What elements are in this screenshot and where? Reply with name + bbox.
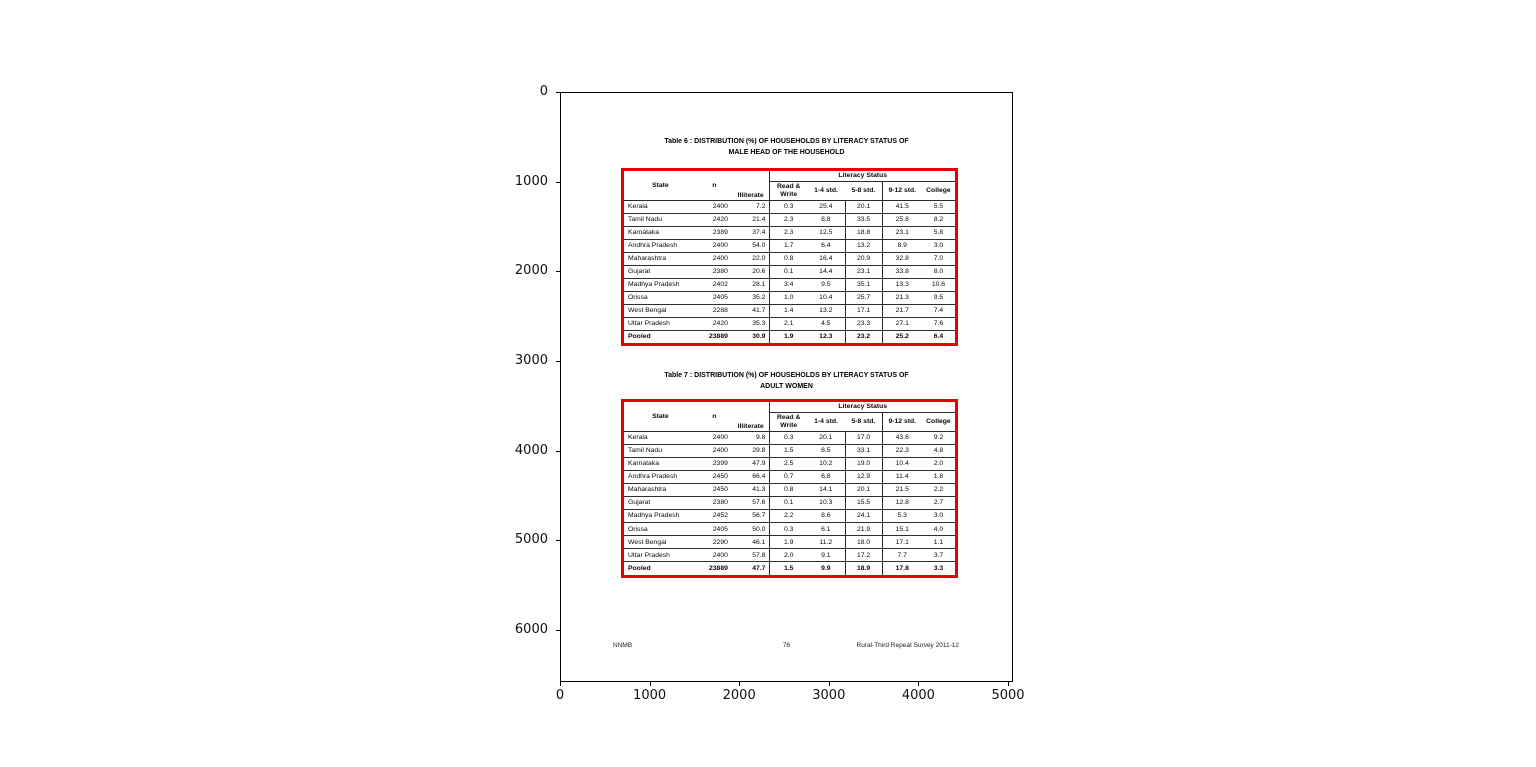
x-tick-mark bbox=[560, 682, 561, 686]
table6 bbox=[621, 168, 958, 346]
table-row-pooled bbox=[624, 562, 955, 575]
table-cell: 2405 bbox=[697, 523, 732, 536]
table-cell: 1.9 bbox=[770, 330, 807, 343]
table-cell: 2400 bbox=[697, 252, 732, 265]
table-cell: 19.0 bbox=[845, 457, 882, 470]
table-cell: 11.2 bbox=[807, 536, 845, 549]
table-cell: 2400 bbox=[697, 431, 732, 444]
table-cell: 14.4 bbox=[807, 265, 845, 278]
table-cell: Andhra Pradesh bbox=[624, 239, 697, 252]
table-cell: 41.7 bbox=[732, 304, 770, 317]
table-cell: 2420 bbox=[697, 317, 732, 330]
table-cell: Andhra Pradesh bbox=[624, 470, 697, 483]
table-cell: 2405 bbox=[697, 291, 732, 304]
col-header-college: College bbox=[922, 181, 955, 200]
table-cell: 17.0 bbox=[845, 431, 882, 444]
x-tick-mark bbox=[829, 682, 830, 686]
table-row bbox=[624, 317, 955, 330]
table-cell: 2.2 bbox=[922, 483, 955, 496]
table-cell: Uttar Pradesh bbox=[624, 317, 697, 330]
x-tick-label: 2000 bbox=[722, 688, 756, 703]
table7-title-line2: ADULT WOMEN bbox=[760, 383, 813, 390]
table-cell: Kerala bbox=[624, 431, 697, 444]
table-row bbox=[624, 265, 955, 278]
table-cell: 2420 bbox=[697, 213, 732, 226]
table-cell: 8.5 bbox=[807, 444, 845, 457]
table-row bbox=[624, 444, 955, 457]
table-row bbox=[624, 213, 955, 226]
y-tick-mark bbox=[556, 451, 560, 452]
table-cell: 0.7 bbox=[770, 470, 807, 483]
table-cell: 35.3 bbox=[732, 317, 770, 330]
table-cell: 2.3 bbox=[770, 226, 807, 239]
table-cell: 22.3 bbox=[882, 444, 922, 457]
table-row bbox=[624, 239, 955, 252]
table-cell: 3.0 bbox=[922, 509, 955, 522]
table-cell: Tamil Nadu bbox=[624, 444, 697, 457]
table-cell: 7.6 bbox=[922, 317, 955, 330]
y-tick-mark bbox=[556, 92, 560, 93]
table-cell: 23.1 bbox=[882, 226, 922, 239]
table-cell: 9.9 bbox=[807, 562, 845, 575]
table7-title bbox=[561, 370, 1012, 392]
table-cell: 56.7 bbox=[732, 509, 770, 522]
table-cell: 21.3 bbox=[882, 291, 922, 304]
table-cell: 2450 bbox=[697, 470, 732, 483]
table-cell: 25.8 bbox=[882, 213, 922, 226]
table-cell: West Bengal bbox=[624, 536, 697, 549]
table-cell: 47.7 bbox=[732, 562, 770, 575]
table-cell: 1.4 bbox=[770, 304, 807, 317]
table-row-pooled bbox=[624, 330, 955, 343]
table-cell: 10.3 bbox=[807, 496, 845, 509]
table-cell: 17.8 bbox=[882, 562, 922, 575]
table-cell: 0.3 bbox=[770, 200, 807, 213]
table-cell: 2.0 bbox=[770, 549, 807, 562]
table-cell: 1.8 bbox=[922, 470, 955, 483]
table-cell: 12.3 bbox=[807, 330, 845, 343]
table-row bbox=[624, 252, 955, 265]
table-row bbox=[624, 226, 955, 239]
table-cell: 27.1 bbox=[882, 317, 922, 330]
x-tick-mark bbox=[739, 682, 740, 686]
table-cell: 23889 bbox=[697, 562, 732, 575]
table-cell: 2.1 bbox=[770, 317, 807, 330]
col-header-9-12-std: 9-12 std. bbox=[882, 181, 922, 200]
table-cell: 6.4 bbox=[807, 239, 845, 252]
table-cell: 47.9 bbox=[732, 457, 770, 470]
table-cell: 37.4 bbox=[732, 226, 770, 239]
table-cell: 2.3 bbox=[770, 213, 807, 226]
table-cell: 0.1 bbox=[770, 496, 807, 509]
table-cell: 7.2 bbox=[732, 200, 770, 213]
table-cell: 5.5 bbox=[922, 200, 955, 213]
table-cell: 54.0 bbox=[732, 239, 770, 252]
table-cell: 4.5 bbox=[807, 317, 845, 330]
x-tick-label: 3000 bbox=[812, 688, 846, 703]
table-cell: Madhya Pradesh bbox=[624, 509, 697, 522]
table-cell: Tamil Nadu bbox=[624, 213, 697, 226]
y-tick-label: 4000 bbox=[514, 442, 548, 458]
table-cell: 8.6 bbox=[807, 509, 845, 522]
table-cell: 33.8 bbox=[882, 265, 922, 278]
table6-title-line2: MALE HEAD OF THE HOUSEHOLD bbox=[728, 149, 845, 156]
table-cell: 17.1 bbox=[845, 304, 882, 317]
y-tick-label: 0 bbox=[539, 84, 548, 99]
table-cell: 17.2 bbox=[845, 549, 882, 562]
x-tick-label: 4000 bbox=[901, 688, 935, 703]
col-header-5-8-std: 5-8 std. bbox=[845, 412, 882, 431]
table-cell: 9.5 bbox=[922, 291, 955, 304]
table-cell: 0.3 bbox=[770, 431, 807, 444]
table-cell: 46.1 bbox=[732, 536, 770, 549]
x-tick-mark bbox=[650, 682, 651, 686]
col-header-illiterate: Illiterate bbox=[732, 402, 770, 431]
table-cell: 2389 bbox=[697, 226, 732, 239]
table-cell: Pooled bbox=[624, 562, 697, 575]
table-cell: 12.5 bbox=[807, 226, 845, 239]
table-cell: Madhya Pradesh bbox=[624, 278, 697, 291]
table-cell: 9.5 bbox=[807, 278, 845, 291]
table-cell: 2399 bbox=[697, 457, 732, 470]
table-row bbox=[624, 549, 955, 562]
table-cell: 2450 bbox=[697, 483, 732, 496]
table-cell: 7.7 bbox=[882, 549, 922, 562]
table-cell: 6.4 bbox=[922, 330, 955, 343]
footer-report-name: NNMB bbox=[613, 642, 633, 649]
col-header-1-4-std: 1-4 std. bbox=[807, 181, 845, 200]
table-cell: 20.1 bbox=[845, 200, 882, 213]
table-cell: 16.4 bbox=[807, 252, 845, 265]
col-header-1-4-std: 1-4 std. bbox=[807, 412, 845, 431]
table-cell: 2380 bbox=[697, 496, 732, 509]
y-tick-mark bbox=[556, 182, 560, 183]
table-cell: 43.6 bbox=[882, 431, 922, 444]
table-cell: 1.5 bbox=[770, 562, 807, 575]
col-header-college: College bbox=[922, 412, 955, 431]
table-cell: Maharashtra bbox=[624, 483, 697, 496]
table-cell: 12.8 bbox=[882, 496, 922, 509]
table-cell: 2.7 bbox=[922, 496, 955, 509]
table-cell: 10.2 bbox=[807, 457, 845, 470]
y-tick-mark bbox=[556, 540, 560, 541]
table-cell: 2400 bbox=[697, 200, 732, 213]
footer-page-number: 76 bbox=[782, 642, 791, 649]
table-cell: 13.2 bbox=[807, 304, 845, 317]
table-cell: 9.1 bbox=[807, 549, 845, 562]
col-header-5-8-std: 5-8 std. bbox=[845, 181, 882, 200]
table-cell: 32.8 bbox=[882, 252, 922, 265]
table-cell: 1.7 bbox=[770, 239, 807, 252]
table-cell: 8.0 bbox=[922, 265, 955, 278]
table-row bbox=[624, 457, 955, 470]
table-cell: 7.4 bbox=[922, 304, 955, 317]
table-cell: 17.1 bbox=[882, 536, 922, 549]
table-cell: Uttar Pradesh bbox=[624, 549, 697, 562]
table-cell: 1.5 bbox=[770, 444, 807, 457]
table-cell: Maharashtra bbox=[624, 252, 697, 265]
table-cell: 33.5 bbox=[845, 213, 882, 226]
col-header-state: State bbox=[624, 402, 697, 431]
y-tick-label: 6000 bbox=[514, 622, 548, 637]
table-cell: 25.4 bbox=[807, 200, 845, 213]
plot-axes bbox=[560, 92, 1013, 682]
table-cell: 23889 bbox=[697, 330, 732, 343]
table-row bbox=[624, 523, 955, 536]
table-cell: 10.4 bbox=[882, 457, 922, 470]
table-cell: 8.2 bbox=[922, 213, 955, 226]
table-cell: 21.7 bbox=[882, 304, 922, 317]
col-header-state: State bbox=[624, 171, 697, 200]
table-cell: 25.7 bbox=[845, 291, 882, 304]
table-cell: 0.3 bbox=[770, 523, 807, 536]
table-cell: 11.4 bbox=[882, 470, 922, 483]
table-cell: Pooled bbox=[624, 330, 697, 343]
table-cell: 6.8 bbox=[807, 470, 845, 483]
table-cell: 21.5 bbox=[882, 483, 922, 496]
x-tick-label: 1000 bbox=[633, 688, 667, 703]
table-cell: 2.5 bbox=[770, 457, 807, 470]
table-cell: 23.1 bbox=[845, 265, 882, 278]
table-cell: 5.3 bbox=[882, 509, 922, 522]
x-tick-label: 0 bbox=[555, 688, 565, 703]
x-tick-mark bbox=[1008, 682, 1009, 686]
table-cell: 10.4 bbox=[807, 291, 845, 304]
table7 bbox=[621, 399, 958, 578]
table-cell: 2400 bbox=[697, 444, 732, 457]
y-tick-label: 1000 bbox=[514, 173, 548, 189]
table-cell: 0.1 bbox=[770, 265, 807, 278]
table-cell: 20.6 bbox=[732, 265, 770, 278]
table-cell: 0.8 bbox=[770, 483, 807, 496]
table-cell: 3.4 bbox=[770, 278, 807, 291]
table-cell: 2288 bbox=[697, 304, 732, 317]
table-cell: 18.8 bbox=[845, 226, 882, 239]
table-cell: 2.2 bbox=[770, 509, 807, 522]
table-cell: 7.0 bbox=[922, 252, 955, 265]
table-cell: 57.6 bbox=[732, 496, 770, 509]
table-cell: 2400 bbox=[697, 549, 732, 562]
table-cell: 14.1 bbox=[807, 483, 845, 496]
table-cell: 13.3 bbox=[882, 278, 922, 291]
col-header-n: n bbox=[697, 402, 732, 431]
y-tick-mark bbox=[556, 271, 560, 272]
table-cell: 13.2 bbox=[845, 239, 882, 252]
page-footer bbox=[561, 642, 1012, 652]
footer-survey-name: Rural-Third Repeat Survey 2011-12 bbox=[856, 642, 959, 649]
table-cell: 12.9 bbox=[845, 470, 882, 483]
y-tick-label: 2000 bbox=[514, 263, 548, 279]
table-cell: 9.2 bbox=[922, 431, 955, 444]
table-cell: 20.9 bbox=[845, 252, 882, 265]
col-header-n: n bbox=[697, 171, 732, 200]
table-cell: 8.8 bbox=[807, 213, 845, 226]
table-cell: 2400 bbox=[697, 239, 732, 252]
x-tick-mark bbox=[918, 682, 919, 686]
table-cell: 1.1 bbox=[922, 536, 955, 549]
table-row bbox=[624, 470, 955, 483]
table-row bbox=[624, 304, 955, 317]
table6-title-line1: Table 6 : DISTRIBUTION (%) OF HOUSEHOLDS BY LITERACY STATUS OF bbox=[664, 138, 909, 145]
table-cell: 5.8 bbox=[922, 226, 955, 239]
x-tick-label: 5000 bbox=[991, 688, 1025, 703]
table-cell: 18.0 bbox=[845, 536, 882, 549]
table-row bbox=[624, 509, 955, 522]
table7-title-line1: Table 7 : DISTRIBUTION (%) OF HOUSEHOLDS BY LITERACY STATUS OF bbox=[664, 372, 909, 379]
table-row bbox=[624, 496, 955, 509]
table-cell: 21.9 bbox=[845, 523, 882, 536]
table-cell: 15.5 bbox=[845, 496, 882, 509]
table-cell: Orissa bbox=[624, 291, 697, 304]
table-row bbox=[624, 291, 955, 304]
table-cell: 20.1 bbox=[845, 483, 882, 496]
table-cell: 57.8 bbox=[732, 549, 770, 562]
table-cell: 2402 bbox=[697, 278, 732, 291]
table-cell: Orissa bbox=[624, 523, 697, 536]
table-cell: 0.8 bbox=[770, 252, 807, 265]
table-cell: 23.3 bbox=[845, 317, 882, 330]
table-cell: 21.4 bbox=[732, 213, 770, 226]
table6-title bbox=[561, 136, 1012, 158]
table-cell: 28.1 bbox=[732, 278, 770, 291]
table-cell: 22.0 bbox=[732, 252, 770, 265]
y-tick-mark bbox=[556, 361, 560, 362]
col-header-9-12-std: 9-12 std. bbox=[882, 412, 922, 431]
table-row bbox=[624, 483, 955, 496]
table-cell: Kerala bbox=[624, 200, 697, 213]
col-header-read-write: Read & Write bbox=[770, 412, 807, 431]
table6-grid bbox=[624, 171, 955, 343]
col-header-illiterate: Illiterate bbox=[732, 171, 770, 200]
table-cell: 35.2 bbox=[732, 291, 770, 304]
table-cell: 18.9 bbox=[845, 562, 882, 575]
table-cell: 4.0 bbox=[922, 523, 955, 536]
table-cell: 23.2 bbox=[845, 330, 882, 343]
table-cell: 66.4 bbox=[732, 470, 770, 483]
table-cell: Gujarat bbox=[624, 265, 697, 278]
table-cell: 3.0 bbox=[922, 239, 955, 252]
table-cell: 29.8 bbox=[732, 444, 770, 457]
y-tick-label: 5000 bbox=[514, 532, 548, 548]
table-cell: 30.9 bbox=[732, 330, 770, 343]
table-row bbox=[624, 278, 955, 291]
table7-grid bbox=[624, 402, 955, 575]
table-row bbox=[624, 200, 955, 213]
table-cell: 25.2 bbox=[882, 330, 922, 343]
table-cell: 15.1 bbox=[882, 523, 922, 536]
y-tick-label: 3000 bbox=[514, 353, 548, 368]
group-header-literacy-status: Literacy Status bbox=[770, 402, 955, 412]
table-row bbox=[624, 536, 955, 549]
table-cell: 2.0 bbox=[922, 457, 955, 470]
table-cell: 1.9 bbox=[770, 536, 807, 549]
y-tick-mark bbox=[556, 630, 560, 631]
col-header-read-write: Read & Write bbox=[770, 181, 807, 200]
table-cell: 3.7 bbox=[922, 549, 955, 562]
document-page bbox=[561, 93, 1012, 681]
table-cell: 41.5 bbox=[882, 200, 922, 213]
table-cell: 2290 bbox=[697, 536, 732, 549]
table-cell: Karnataka bbox=[624, 457, 697, 470]
table-cell: Gujarat bbox=[624, 496, 697, 509]
table-cell: Karnataka bbox=[624, 226, 697, 239]
table-cell: 24.1 bbox=[845, 509, 882, 522]
table-cell: 33.1 bbox=[845, 444, 882, 457]
table-cell: 8.9 bbox=[882, 239, 922, 252]
table-cell: 2380 bbox=[697, 265, 732, 278]
table-cell: 1.0 bbox=[770, 291, 807, 304]
table-cell: 50.0 bbox=[732, 523, 770, 536]
table-cell: 3.3 bbox=[922, 562, 955, 575]
table-cell: 20.1 bbox=[807, 431, 845, 444]
table-cell: 2452 bbox=[697, 509, 732, 522]
table-row bbox=[624, 431, 955, 444]
group-header-literacy-status: Literacy Status bbox=[770, 171, 955, 181]
table-cell: West Bengal bbox=[624, 304, 697, 317]
table-cell: 4.8 bbox=[922, 444, 955, 457]
table-cell: 35.1 bbox=[845, 278, 882, 291]
table-cell: 41.3 bbox=[732, 483, 770, 496]
table-cell: 9.8 bbox=[732, 431, 770, 444]
table-cell: 6.1 bbox=[807, 523, 845, 536]
table-cell: 10.6 bbox=[922, 278, 955, 291]
